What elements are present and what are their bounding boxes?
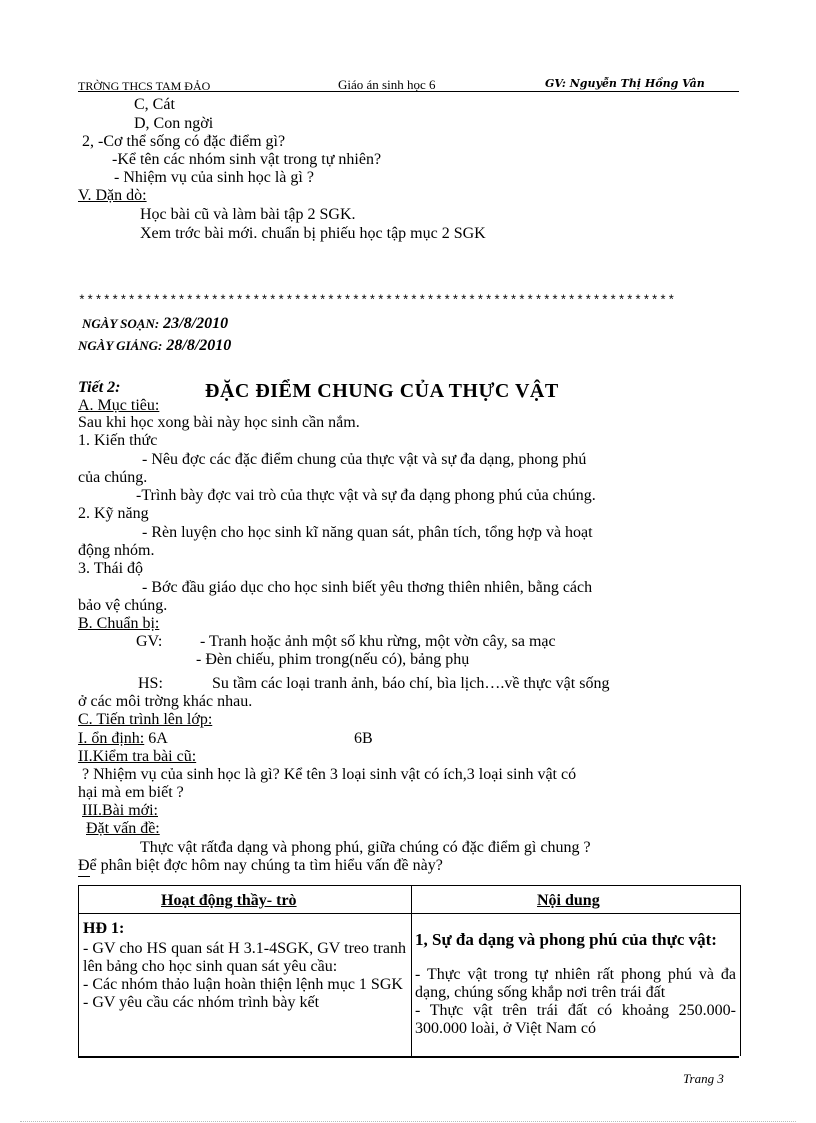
lesson-number: Tiết 2: [78, 379, 121, 396]
stray-mark [78, 876, 90, 877]
homework-1: Học bài cũ và làm bài tập 2 SGK. [140, 206, 356, 223]
question-2: 2, -Cơ thể sống có đặc điểm gì? [82, 133, 286, 150]
skills-heading: 2. Kỹ năng [78, 505, 149, 522]
process-heading: C. Tiến trình lên lớp: [78, 711, 213, 728]
right-heading: 1, Sự đa dạng và phong phú của thực vật: [415, 930, 717, 949]
check-heading: II.Kiểm tra bài cũ: [78, 748, 197, 765]
hs-item-1a: Su tầm các loại tranh ảnh, báo chí, bìa lịch….về thực vật sống [212, 675, 610, 692]
header-rule [78, 91, 739, 92]
check-question-b: hại mà em biết ? [78, 784, 184, 801]
option-c: C, Cát [134, 96, 175, 113]
left-cell [83, 940, 406, 1012]
prep-heading: B. Chuẩn bị: [78, 615, 160, 632]
lesson-title: ĐẶC ĐIỂM CHUNG CỦA THỰC VẬT [205, 380, 559, 402]
question-2c: - Nhiệm vụ của sinh học là gì ? [114, 169, 314, 186]
class-6a: 6A [148, 730, 168, 747]
date-taught [78, 338, 231, 354]
question-2b: -Kể tên các nhóm sinh vật trong tự nhiên? [112, 151, 382, 168]
page-bottom-rule [78, 1056, 739, 1058]
hs-label: HS: [138, 675, 163, 692]
knowledge-1a: - Nêu đợc các đặc điểm chung của thực vật và sự đa dạng, phong phú [142, 451, 587, 468]
right-line-2: - Thực vật trên trái đất có khoảng 250.000- 300.000 loài, ở Việt Nam có [415, 1002, 736, 1037]
date-taught-value: 28/8/2010 [166, 337, 232, 354]
activity-hd1-label: HĐ 1: [83, 920, 125, 937]
option-d: D, Con ngời [134, 115, 214, 132]
skills-1b: động nhóm. [78, 542, 155, 559]
date-prepared-value: 23/8/2010 [163, 315, 229, 332]
date-prepared [82, 316, 228, 332]
knowledge-1b: của chúng. [78, 469, 148, 486]
knowledge-heading: 1. Kiến thức [78, 432, 158, 449]
objectives-heading: A. Mục tiêu: [78, 397, 160, 414]
activity-table [78, 885, 741, 1056]
class-6b: 6B [354, 730, 373, 747]
left-line-3: - GV yêu cầu các nhóm trình bày kết [83, 994, 320, 1011]
date-prepared-label: NGÀY SOẠN: [82, 316, 160, 331]
right-line-1: - Thực vật trong tự nhiên rất phong phú và đa dạng, chúng sống khắp nơi trên trái đất [415, 966, 736, 1001]
hs-item-1b: ở các môi trờng khác nhau. [78, 693, 253, 710]
gv-item-2: - Đèn chiếu, phim trong(nếu có), bảng phụ [196, 651, 470, 668]
right-cell [415, 966, 736, 1038]
intro-b: Để phân biệt đợc hôm nay chúng ta tìm hiểu vấn đề này? [78, 857, 443, 874]
attitude-heading: 3. Thái độ [78, 560, 144, 577]
table-column-divider [411, 886, 412, 1056]
date-taught-label: NGÀY GIẢNG: [78, 338, 163, 353]
skills-1a: - Rèn luyện cho học sinh kĩ năng quan sát, phân tích, tổng hợp và hoạt [142, 524, 593, 541]
header-subject: Giáo án sinh học 6 [338, 77, 436, 92]
page-edge-dots [20, 1121, 796, 1122]
attitude-1b: bảo vệ chúng. [78, 597, 168, 614]
header-school: TRỜNG THCS TAM ĐẢO [78, 79, 211, 93]
stabilize-label: I. ổn định: [78, 730, 145, 747]
left-line-1: - GV cho HS quan sát H 3.1-4SGK, GV treo tranh lên bảng cho học sinh quan sát yêu cầu: [83, 940, 406, 975]
attitude-1a: - Bớc đầu giáo dục cho học sinh biết yêu thơng thiên nhiên, bằng cách [142, 579, 593, 596]
homework-2: Xem trớc bài mới. chuẩn bị phiếu học tập mục 2 SGK [140, 225, 486, 242]
homework-heading: V. Dặn dò: [78, 187, 147, 204]
knowledge-2: -Trình bày đợc vai trò của thực vật và sự đa dạng phong phú của chúng. [136, 487, 596, 504]
intro-a: Thực vật rấtđa dạng và phong phú, giữa chúng có đặc điểm gì chung ? [140, 839, 591, 856]
table-header-right: Nội dung [537, 892, 600, 909]
gv-item-1: - Tranh hoặc ảnh một số khu rừng, một vờn cây, sa mạc [200, 633, 556, 650]
table-header-divider [79, 913, 740, 914]
header-teacher: GV: Nguyễn Thị Hồng Vân [545, 77, 705, 90]
stabilize-row [78, 731, 168, 747]
star-separator: ************************************************************************ [78, 293, 676, 308]
page-number: Trang 3 [683, 1071, 724, 1086]
left-line-2: - Các nhóm thảo luận hoàn thiện lệnh mục 1 SGK [83, 976, 403, 993]
table-header-left: Hoạt động thầy- trò [161, 892, 297, 909]
new-lesson-heading: III.Bài mới: [82, 802, 158, 819]
gv-label: GV: [136, 633, 163, 650]
intro-heading: Đặt vấn đề: [86, 820, 160, 837]
check-question-a: ? Nhiệm vụ của sinh học là gì? Kể tên 3 loại sinh vật có ích,3 loại sinh vật có [82, 766, 577, 783]
objectives-intro: Sau khi học xong bài này học sinh cần nắm. [78, 414, 360, 431]
